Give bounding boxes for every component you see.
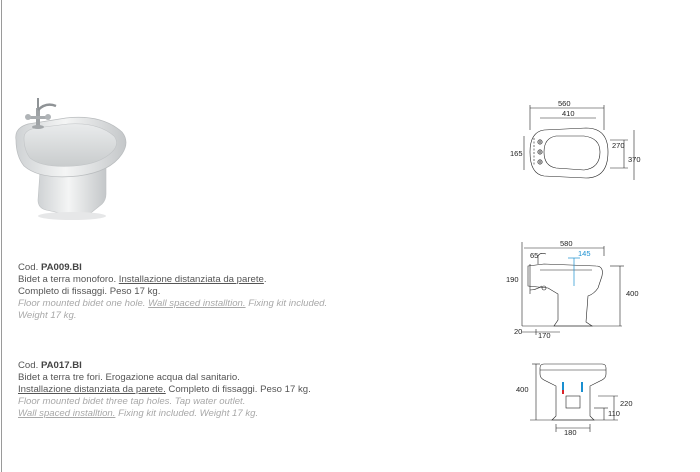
it-line-1 [18,274,348,286]
en-line-1 [18,298,348,310]
it-line-2 [18,384,348,396]
dim-height-left: 190 [506,275,519,284]
dim-outlet-b: 220 [620,399,633,408]
product-code-line [18,360,348,372]
dim-outlet-a: 110 [608,409,620,418]
dim-height: 400 [626,289,639,298]
dim-base: 170 [538,331,551,340]
it-line-2: Completo di fissaggi. Peso 17 kg. [18,286,161,297]
installation-link[interactable]: Installazione distanziata da parete [118,274,264,285]
dim-side: 165 [510,149,523,158]
top-view-drawing [500,96,650,191]
it-text-end: Completo di fissaggi. Peso 17 kg. [168,384,311,395]
it-text: Bidet a terra monoforo. [18,274,117,285]
bidet-product-photo [10,96,134,224]
product-code: PA017.BI [40,360,82,371]
dim-outlet: 145 [578,249,591,258]
code-prefix: Cod. [18,262,39,273]
dim-wall-gap: 20 [514,327,523,336]
en-line-2 [18,408,348,420]
it-line-1: Bidet a terra tre fori. Erogazione acqua dal sanitario. [18,372,240,383]
en-line-1: Floor mounted bidet three tap holes. Tap water outlet. [18,396,246,407]
product-code: PA009.BI [40,262,82,273]
dim-height: 400 [516,385,529,394]
en-text: Floor mounted bidet one hole. [18,298,146,309]
left-border-line [1,0,2,472]
dim-length: 580 [560,239,573,248]
product-pa009-description [18,262,348,322]
product-code-line [18,262,348,274]
product-pa017-description [18,360,348,420]
en-text-end: Fixing kit included. [248,298,328,309]
front-view-drawing [510,352,650,441]
dim-inner: 410 [562,109,575,118]
installation-link-en[interactable]: Wall spaced installtion. [18,408,116,419]
en-text-end: Fixing kit included. Weight 17 kg. [118,408,259,419]
dim-depth-b: 370 [628,155,641,164]
dim-tap-height: 65 [530,251,539,260]
dim-depth-a: 270 [612,141,625,150]
dim-width: 560 [558,99,571,108]
side-view-drawing [500,236,650,349]
dim-base-width: 180 [564,428,577,436]
it-text-end: . [263,274,267,285]
installation-link[interactable]: Installazione distanziata da parete. [18,384,166,395]
code-prefix: Cod. [18,360,39,371]
en-line-2: Weight 17 kg. [18,310,77,321]
installation-link-en[interactable]: Wall spaced installtion. [148,298,246,309]
